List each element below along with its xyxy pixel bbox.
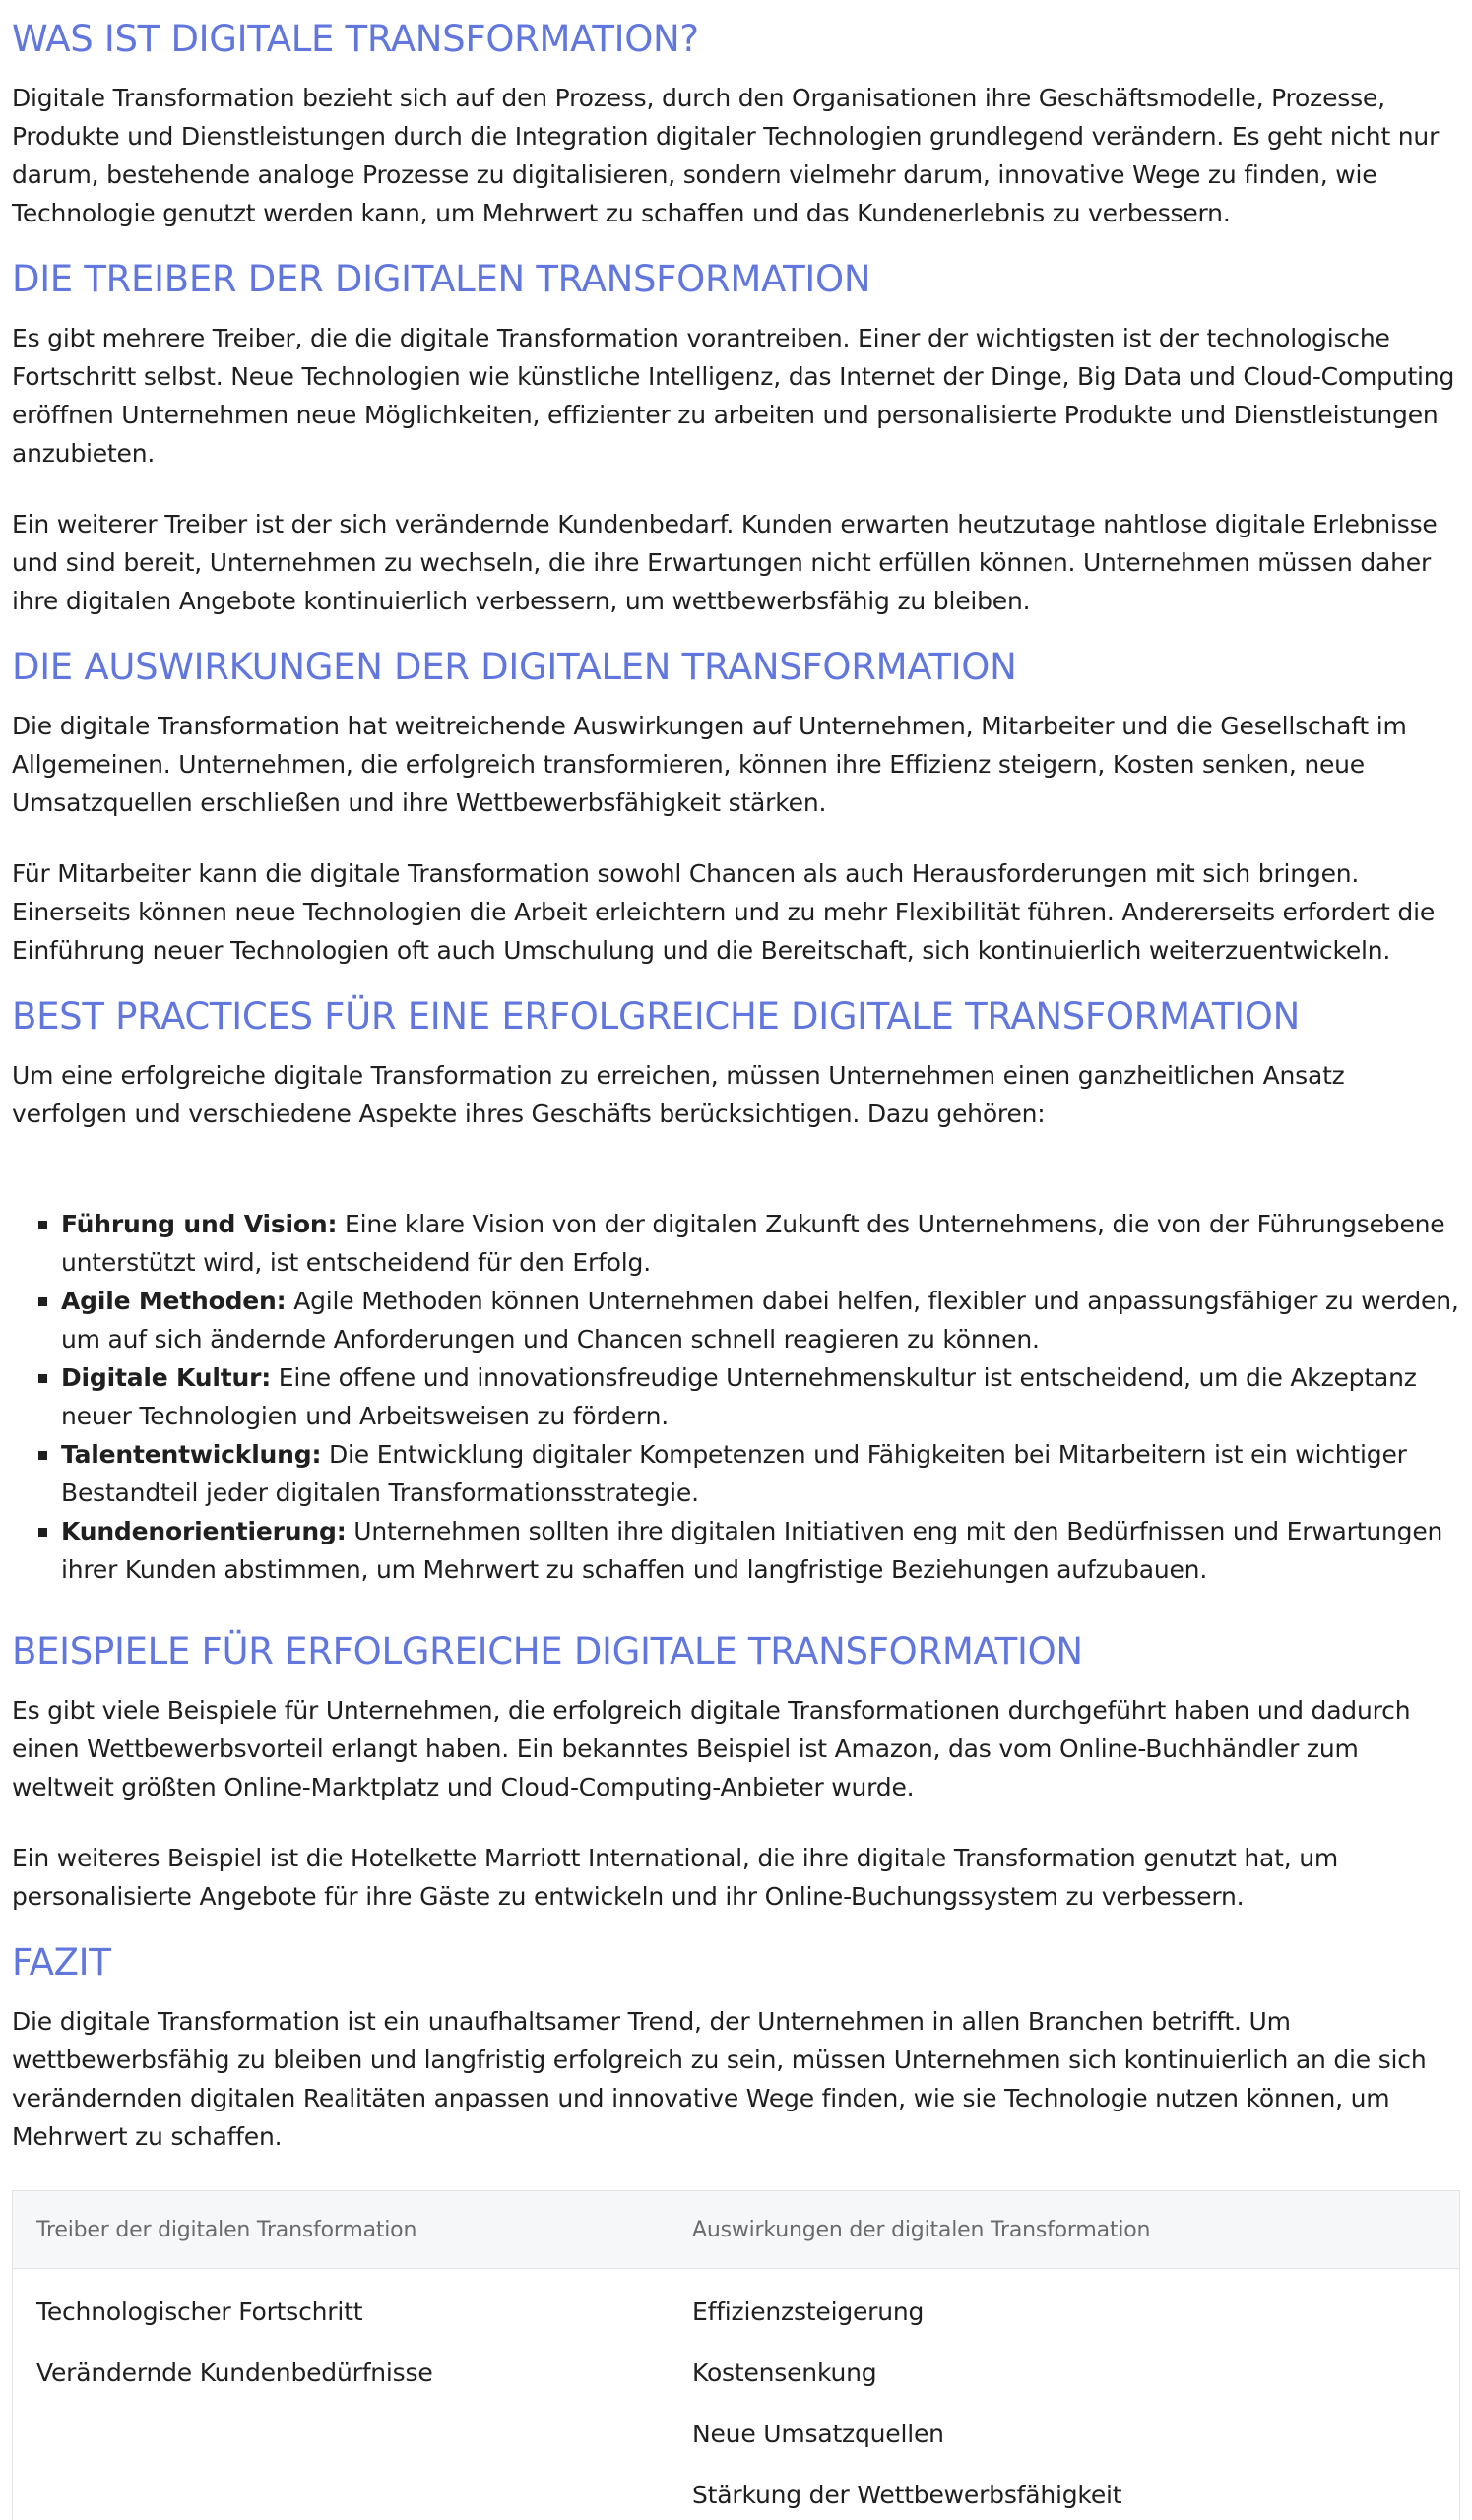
list-item-term: Kundenorientierung:: [61, 1517, 347, 1545]
list-item-text: Die Entwicklung digitaler Kompetenzen und Fähigkeiten bei Mitarbeitern ist ein wichtiger Bestandteil jeder digitalen Transformationsstrategie.: [61, 1440, 1407, 1507]
paragraph: Die digitale Transformation ist ein unaufhaltsamer Trend, der Unternehmen in allen Branchen betrifft. Um wettbewerbsfähig zu bleiben und langfristig erfolgreich zu sein, müssen Unternehmen sich kontinuierlich an die sich verändernden digitalen Realitäten anpassen und innovative Wege finden, wie sie Technologie nutzen können, um Mehrwert zu schaffen.: [12, 2007, 1427, 2151]
best-practices-list: [12, 1205, 1460, 1589]
paragraph: Ein weiteres Beispiel ist die Hotelkette Marriott International, die ihre digitale Transformation genutzt hat, um personalisierte Angebote für ihre Gäste zu entwickeln und ihr Online-Buchungssystem zu verbessern.: [12, 1844, 1338, 1911]
square-bullet-icon: [38, 1374, 47, 1383]
square-bullet-icon: [38, 1297, 47, 1306]
table-header-row: [13, 2191, 1459, 2269]
heading-treiber: DIE TREIBER DER DIGITALEN TRANSFORMATION: [12, 258, 871, 300]
table-header-cell: Auswirkungen der digitalen Transformation: [692, 2217, 1151, 2242]
list-item-term: Digitale Kultur:: [61, 1363, 272, 1392]
list-item-text: Agile Methoden können Unternehmen dabei helfen, flexibler und anpassungsfähiger zu werden, um auf sich ändernde Anforderungen und Chancen schnell reagieren zu können.: [61, 1287, 1459, 1354]
square-bullet-icon: [38, 1528, 47, 1537]
table-cell: Kostensenkung: [692, 2358, 877, 2387]
table-cell: Effizienzsteigerung: [692, 2297, 925, 2326]
heading-fazit: FAZIT: [12, 1941, 111, 1984]
heading-best-practices: BEST PRACTICES FÜR EINE ERFOLGREICHE DIGITALE TRANSFORMATION: [12, 995, 1300, 1038]
list-item: [38, 1358, 1460, 1435]
list-item-term: Talententwicklung:: [61, 1440, 322, 1469]
table-cell: Neue Umsatzquellen: [692, 2419, 944, 2448]
paragraph: Ein weiterer Treiber ist der sich verändernde Kundenbedarf. Kunden erwarten heutzutage nahtlose digitale Erlebnisse und sind bereit, Unternehmen zu wechseln, die ihre Erwartungen nicht erfüllen können. Unternehmen müssen daher ihre digitalen Angebote kontinuierlich verbessern, um wettbewerbsfähig zu bleiben.: [12, 510, 1438, 615]
comparison-table: [12, 2190, 1460, 2520]
table-row: [13, 2281, 1459, 2342]
list-item-text: Eine offene und innovationsfreudige Unternehmenskultur ist entscheidend, um die Akzeptanz neuer Technologien und Arbeitsweisen zu fördern.: [61, 1363, 1417, 1430]
heading-was-ist: WAS IST DIGITALE TRANSFORMATION?: [12, 18, 699, 60]
list-item-term: Führung und Vision:: [61, 1210, 338, 1238]
paragraph: Es gibt viele Beispiele für Unternehmen, die erfolgreich digitale Transformationen durchgeführt haben und dadurch einen Wettbewerbsvorteil erlangt haben. Ein bekanntes Beispiel ist Amazon, das vom Online-Buchhändler zum weltweit größten Online-Marktplatz und Cloud-Computing-Anbieter wurde.: [12, 1696, 1411, 1801]
table-cell: Technologischer Fortschritt: [36, 2297, 363, 2326]
paragraph: Digitale Transformation bezieht sich auf den Prozess, durch den Organisationen ihre Geschäftsmodelle, Prozesse, Produkte und Dienstleistungen durch die Integration digitaler Technologien grundlegend verändern. Es geht nicht nur darum, bestehende analoge Prozesse zu digitalisieren, sondern vielmehr darum, innovative Wege zu finden, wie Technologie genutzt werden kann, um Mehrwert zu schaffen und das Kundenerlebnis zu verbessern.: [12, 84, 1440, 227]
table-body: [13, 2269, 1459, 2520]
list-item-text: Unternehmen sollten ihre digitalen Initiativen eng mit den Bedürfnissen und Erwartungen ihrer Kunden abstimmen, um Mehrwert zu schaffen und langfristige Beziehungen aufzubauen.: [61, 1517, 1443, 1584]
list-item: [38, 1435, 1460, 1512]
table-header-cell: Treiber der digitalen Transformation: [36, 2217, 417, 2242]
list-item: [38, 1512, 1460, 1589]
table-cell: Verändernde Kundenbedürfnisse: [36, 2358, 433, 2387]
table-row: [13, 2403, 1459, 2464]
list-item-text: Eine klare Vision von der digitalen Zukunft des Unternehmens, die von der Führungsebene unterstützt wird, ist entscheidend für den Erfolg.: [61, 1210, 1445, 1277]
list-item: [38, 1205, 1460, 1282]
table-row: [13, 2342, 1459, 2403]
heading-auswirkungen: DIE AUSWIRKUNGEN DER DIGITALEN TRANSFORMATION: [12, 646, 1017, 688]
heading-beispiele: BEISPIELE FÜR ERFOLGREICHE DIGITALE TRANSFORMATION: [12, 1630, 1083, 1672]
table-cell: Stärkung der Wettbewerbsfähigkeit: [692, 2480, 1122, 2509]
list-item-term: Agile Methoden:: [61, 1287, 287, 1315]
paragraph: Es gibt mehrere Treiber, die die digitale Transformation vorantreiben. Einer der wichtigsten ist der technologische Fortschritt selbst. Neue Technologien wie künstliche Intelligenz, das Internet der Dinge, Big Data und Cloud-Computing eröffnen Unternehmen neue Möglichkeiten, effizienter zu arbeiten und personalisierte Produkte und Dienstleistungen anzubieten.: [12, 324, 1455, 468]
square-bullet-icon: [38, 1451, 47, 1460]
paragraph: Für Mitarbeiter kann die digitale Transformation sowohl Chancen als auch Herausforderungen mit sich bringen. Einerseits können neue Technologien die Arbeit erleichtern und zu mehr Flexibilität führen. Andererseits erfordert die Einführung neuer Technologien oft auch Umschulung und die Bereitschaft, sich kontinuierlich weiterzuentwickeln.: [12, 859, 1436, 965]
list-item: [38, 1282, 1460, 1358]
paragraph: Die digitale Transformation hat weitreichende Auswirkungen auf Unternehmen, Mitarbeiter und die Gesellschaft im Allgemeinen. Unternehmen, die erfolgreich transformieren, können ihre Effizienz steigern, Kosten senken, neue Umsatzquellen erschließen und ihre Wettbewerbsfähigkeit stärken.: [12, 712, 1407, 817]
table-row: [13, 2464, 1459, 2520]
square-bullet-icon: [38, 1221, 47, 1229]
paragraph: Um eine erfolgreiche digitale Transformation zu erreichen, müssen Unternehmen einen ganzheitlichen Ansatz verfolgen und verschiedene Aspekte ihres Geschäfts berücksichtigen. Dazu gehören:: [12, 1061, 1345, 1128]
